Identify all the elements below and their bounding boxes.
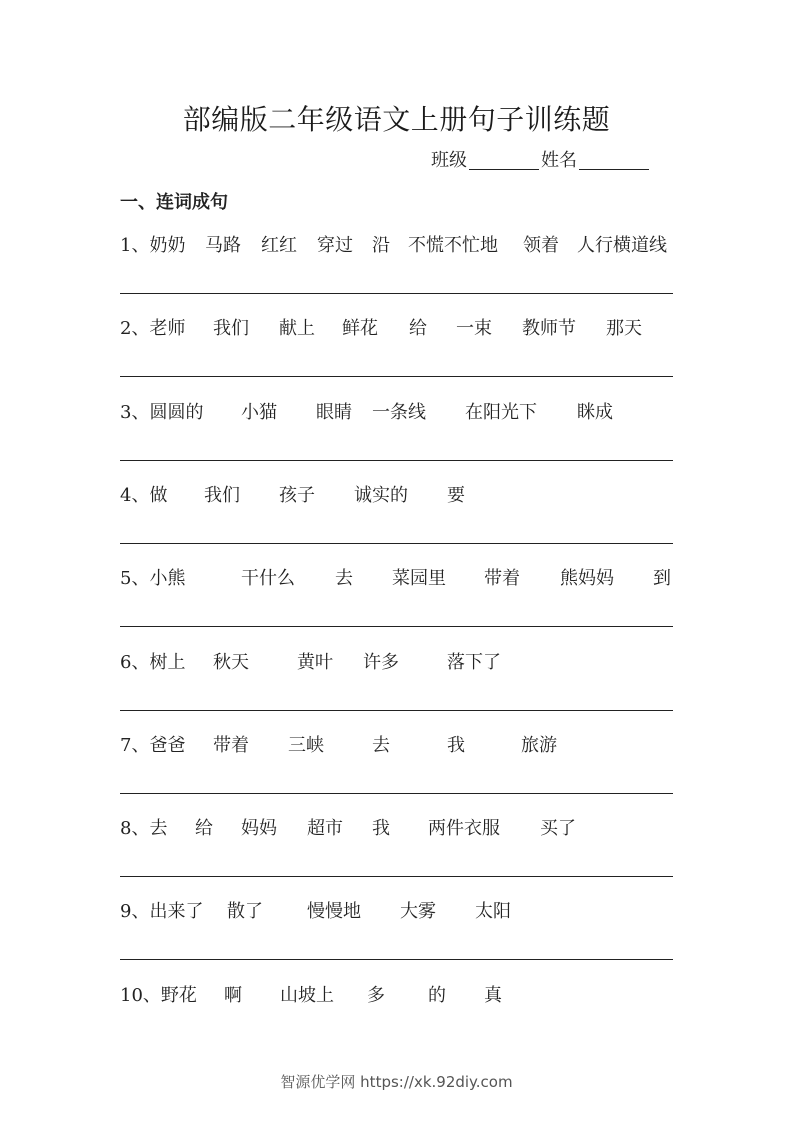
word-chip: 两件衣服 [428,818,500,839]
word-chip: 带着 [484,568,520,589]
word-chip: 我 [372,818,390,839]
word-chip: 啊 [224,985,242,1006]
word-chip: 超市 [307,818,343,839]
word-chip: 给 [409,318,427,339]
word-chip: 旅游 [521,735,557,756]
question-10 [120,981,673,1005]
word-chip: 山坡上 [280,985,334,1006]
word-chip: 多 [367,985,385,1006]
answer-line[interactable] [120,876,673,877]
word-chip: 我 [447,735,465,756]
word-chip: 给 [195,818,213,839]
word-chip: 干什么 [241,568,295,589]
answer-line[interactable] [120,293,673,294]
word-chip: 眯成 [577,402,613,423]
word-chip: 太阳 [475,901,511,922]
question-3 [120,398,673,422]
answer-line[interactable] [120,376,673,377]
answer-line[interactable] [120,543,673,544]
word-chip: 眼睛 [316,402,352,423]
question-number-word: 9、出来了 [120,901,204,922]
name-label: 姓名 [541,150,577,171]
word-chip: 买了 [540,818,576,839]
word-chip: 真 [484,985,502,1006]
word-chip: 落下了 [447,652,501,673]
question-8 [120,814,673,838]
answer-line[interactable] [120,959,673,960]
class-name-row [431,146,651,172]
answer-line[interactable] [120,710,673,711]
answer-line[interactable] [120,460,673,461]
word-chip: 我们 [213,318,249,339]
class-blank[interactable] [469,149,539,170]
question-number-word: 8、去 [120,818,168,839]
question-number-word: 4、做 [120,485,168,506]
word-chip: 鲜花 [342,318,378,339]
word-chip: 黄叶 [297,652,333,673]
page-title: 部编版二年级语文上册句子训练题 [182,103,611,136]
question-5 [120,564,673,588]
word-chip: 散了 [227,901,263,922]
word-chip: 慢慢地 [307,901,361,922]
question-number-word: 7、爸爸 [120,735,186,756]
word-chip: 沿 [372,235,390,256]
word-chip: 一条线 [372,402,426,423]
question-number-word: 2、老师 [120,318,186,339]
question-number-word: 1、奶奶 [120,235,186,256]
question-6 [120,648,673,672]
question-7 [120,731,673,755]
word-chip: 那天 [606,318,642,339]
word-chip: 菜园里 [392,568,446,589]
word-chip: 红红 [261,235,297,256]
word-chip: 领着 [523,235,559,256]
class-label: 班级 [431,150,467,171]
word-chip: 在阳光下 [465,402,537,423]
word-chip: 带着 [213,735,249,756]
word-chip: 妈妈 [241,818,277,839]
word-chip: 不慌不忙地 [408,235,498,256]
question-2 [120,314,673,338]
word-chip: 许多 [363,652,399,673]
word-chip: 大雾 [400,901,436,922]
word-chip: 小猫 [241,402,277,423]
word-chip: 马路 [205,235,241,256]
word-chip: 到 [653,568,671,589]
word-chip: 孩子 [279,485,315,506]
word-chip: 去 [335,568,353,589]
word-chip: 的 [428,985,446,1006]
word-chip: 教师节 [522,318,576,339]
word-chip: 献上 [279,318,315,339]
answer-line[interactable] [120,793,673,794]
question-number-word: 6、树上 [120,652,186,673]
word-chip: 三峡 [288,735,324,756]
question-number-word: 10、野花 [120,985,197,1006]
question-1 [120,231,673,255]
word-chip: 去 [372,735,390,756]
footer-watermark: 智源优学网 https://xk.92diy.com [280,1073,513,1091]
name-blank[interactable] [579,149,649,170]
word-chip: 诚实的 [354,485,408,506]
word-chip: 我们 [204,485,240,506]
word-chip: 人行横道线 [577,235,667,256]
answer-line[interactable] [120,626,673,627]
question-number-word: 3、圆圆的 [120,402,204,423]
word-chip: 熊妈妈 [560,568,614,589]
section-title: 一、连词成句 [120,192,228,213]
word-chip: 穿过 [317,235,353,256]
question-4 [120,481,673,505]
question-number-word: 5、小熊 [120,568,186,589]
word-chip: 一束 [456,318,492,339]
word-chip: 要 [447,485,465,506]
question-9 [120,897,673,921]
word-chip: 秋天 [213,652,249,673]
